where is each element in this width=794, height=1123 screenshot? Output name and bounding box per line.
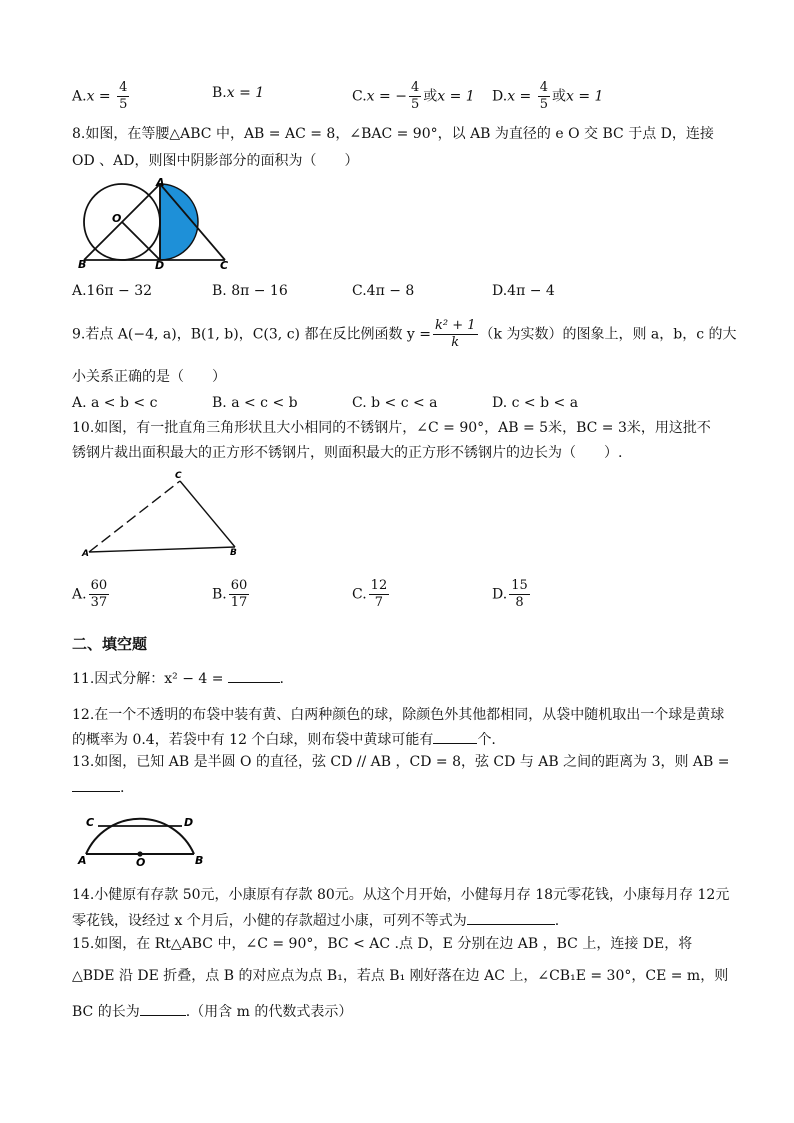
q10-option-b: B. $\frac{60}{17}$ [212, 578, 248, 610]
q8-figure [76, 176, 236, 270]
q8-label-d: D [155, 259, 165, 270]
q14-stem-line1: 14.小健原有存款 50元，小康原有存款 80元。从这个月开始，小健每月存 18元零花钱，小康每月存 12元 [72, 887, 730, 903]
q13-stem-line2: . [72, 777, 124, 798]
q7-option-d: D.x = $\frac{4}{5}$ 或x = 1 [492, 80, 604, 112]
q7-option-c: C.x = − $\frac{4}{5}$ 或x = 1 [352, 80, 475, 112]
q9-stem-line2: 小关系正确的是（ ） [72, 369, 226, 385]
q12-stem-line1: 12.在一个不透明的布袋中装有黄、白两种颜色的球，除颜色外其他都相同，从袋中随机取出一个球是黄球 [72, 707, 725, 723]
q10-stem-line2: 锈钢片裁出面积最大的正方形不锈钢片，则面积最大的正方形不锈钢片的边长为（ ）. [72, 445, 623, 461]
q13-label-d: D [184, 816, 194, 829]
q13-semicircle [86, 819, 194, 854]
q8-option-c: C.4π − 8 [352, 283, 415, 299]
q13-label-a: A [78, 854, 87, 866]
q8-stem-line2: OD 、AD，则图中阴影部分的面积为（ ） [72, 153, 359, 169]
q10-segment-cb [180, 481, 235, 547]
q8-label-b: B [78, 258, 87, 270]
q8-stem-line1: 8.如图，在等腰△ABC 中，AB = AC = 8，∠BAC = 90°，以 AB 为直径的 e O 交 BC 于点 D，连接 [72, 126, 714, 142]
answer-blank[interactable] [228, 668, 280, 683]
q9-option-b: B. a < c < b [212, 395, 298, 411]
q13-stem-line1: 13.如图，已知 AB 是半圆 O 的直径，弦 CD // AB ，CD = 8，弦 CD 与 AB 之间的距离为 3，则 AB = [72, 754, 730, 770]
answer-blank[interactable] [140, 1001, 186, 1016]
fraction: $\frac{60}{17}$ [230, 578, 248, 610]
q9-option-a: A. a < b < c [72, 395, 158, 411]
fraction: $\frac{4}{5}$ [119, 80, 128, 112]
q15-stem-line3: BC 的长为 .（用含 m 的代数式表示） [72, 1001, 352, 1022]
fraction: $\frac{15}{8}$ [511, 578, 528, 610]
q13-label-o: O [136, 856, 146, 866]
q8-label-a: A [156, 176, 165, 189]
q10-segment-ab [89, 547, 235, 552]
q10-option-c: C. $\frac{12}{7}$ [352, 578, 388, 610]
fraction: $\frac{4}{5}$ [410, 80, 420, 112]
q8-option-a: A.16π − 32 [72, 283, 153, 299]
q10-figure [80, 468, 250, 558]
q10-label-a: A [82, 549, 89, 558]
q11-stem: 11.因式分解：x² − 4 = . [72, 668, 284, 689]
answer-blank[interactable] [72, 777, 120, 792]
q9-option-d: D. c < b < a [492, 395, 579, 411]
q10-label-b: B [230, 548, 237, 558]
q7-option-a: A.x = $\frac{4}{5}$ [72, 80, 128, 112]
answer-blank[interactable] [467, 910, 555, 925]
q13-figure [76, 804, 210, 866]
q9-option-c: C. b < c < a [352, 395, 438, 411]
q13-label-c: C [86, 816, 95, 829]
fraction: $\frac{\text{k² + 1}}{k}$ [434, 318, 476, 350]
q10-stem-line1: 10.如图，有一批直角三角形状且大小相同的不锈钢片，∠C = 90°，AB = 5米，BC = 3米，用这批不 [72, 420, 711, 436]
q10-label-c: C [175, 471, 182, 481]
q10-option-d: D. $\frac{15}{8}$ [492, 578, 528, 610]
q14-stem-line2: 零花钱，设经过 x 个月后，小健的存款超过小康，可列不等式为 . [72, 910, 559, 931]
q7-option-b: B.x = 1 [212, 85, 265, 101]
fraction: $\frac{4}{5}$ [539, 80, 548, 112]
q13-label-b: B [195, 854, 204, 866]
q8-option-d: D.4π − 4 [492, 283, 555, 299]
q15-stem-line2: △BDE 沿 DE 折叠，点 B 的对应点为点 B₁，若点 B₁ 刚好落在边 AC 上，∠CB₁E = 30°，CE = m，则 [72, 968, 729, 984]
fraction: $\frac{12}{7}$ [370, 578, 388, 610]
q15-stem-line1: 15.如图，在 Rt△ABC 中，∠C = 90°，BC < AC .点 D，E 分别在边 AB ，BC 上，连接 DE，将 [72, 936, 693, 952]
q8-label-o: O [112, 212, 122, 225]
q8-option-b: B. 8π − 16 [212, 283, 288, 299]
q10-option-a: A. $\frac{60}{37}$ [72, 578, 108, 610]
answer-blank[interactable] [433, 729, 477, 744]
fraction: $\frac{60}{37}$ [90, 578, 108, 610]
section-title: 二、填空题 [72, 635, 148, 653]
q12-stem-line2: 的概率为 0.4，若袋中有 12 个白球，则布袋中黄球可能有 个. [72, 729, 496, 750]
q8-label-c: C [220, 259, 229, 270]
q10-segment-ac [89, 481, 180, 552]
q9-stem-line1: 9.若点 A(−4, a)，B(1, b)，C(3, c) 都在反比例函数 y = $\frac{\text{k² + 1}}{k}$ （k 为实数）的图象上，则 a，b，c 的大 [72, 318, 737, 350]
